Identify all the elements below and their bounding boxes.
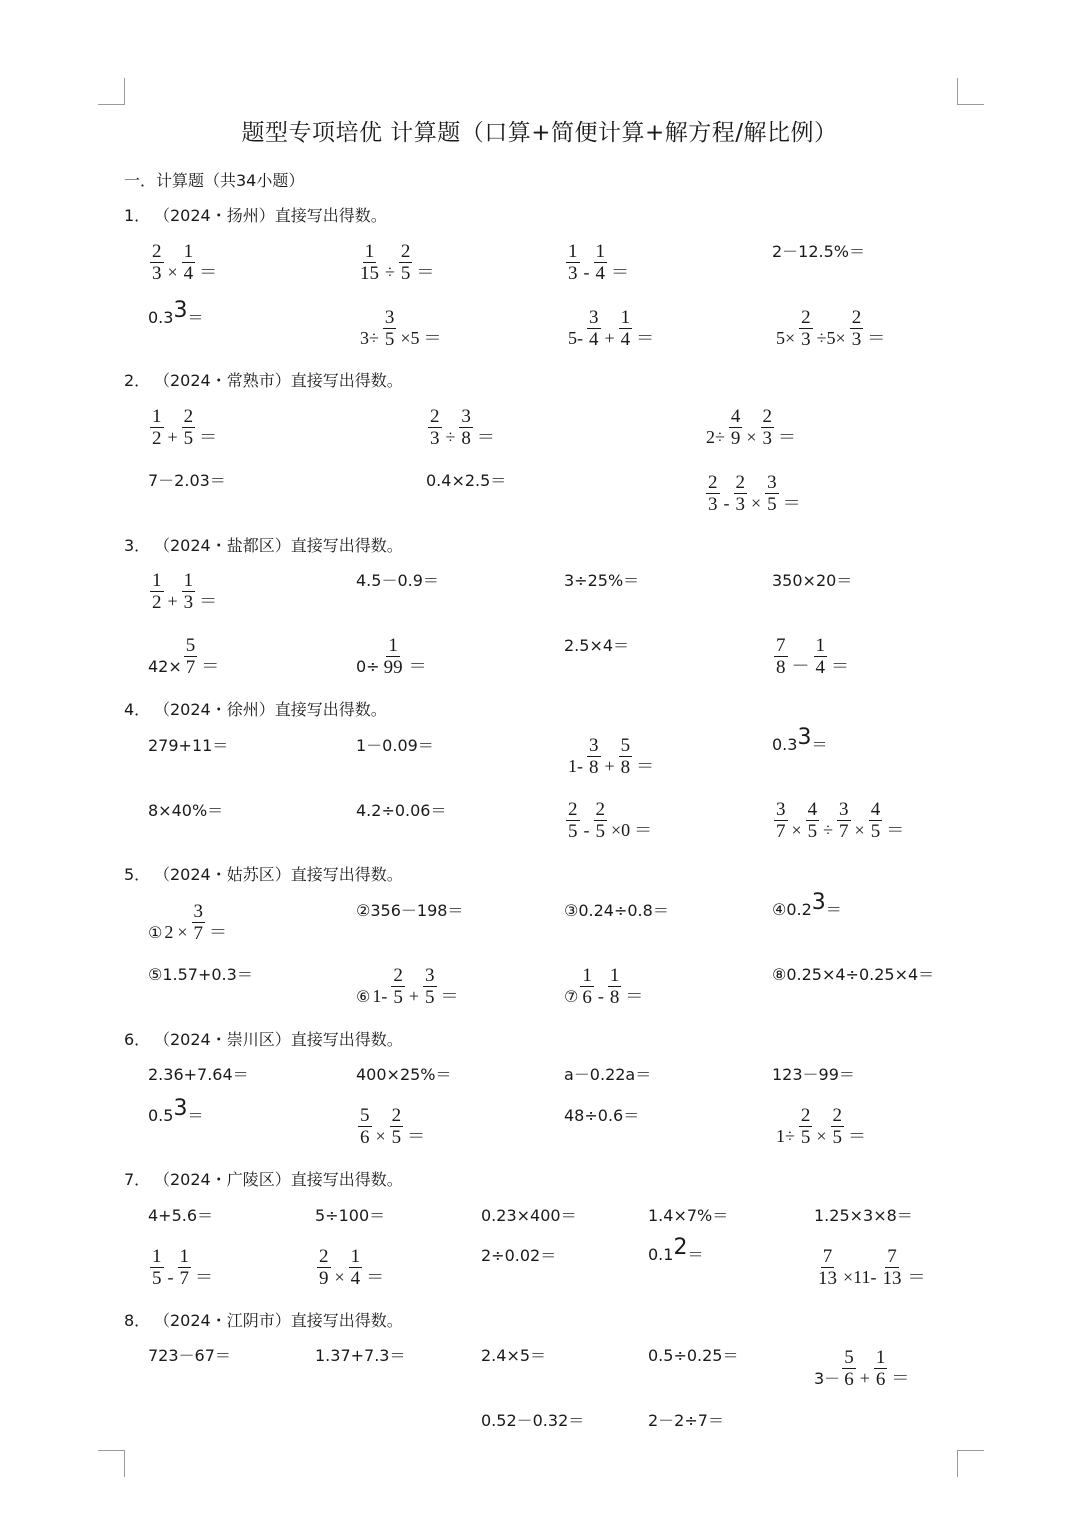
fraction: $\frac{1}{4}$ <box>620 307 631 350</box>
expression: 1.25×3×8＝ <box>814 1206 913 1225</box>
expression: 2－2÷7＝ <box>648 1411 724 1430</box>
expression: 1.4×7%＝ <box>648 1206 729 1225</box>
question-text: （2024・徐州）直接写出得数。 <box>154 700 387 719</box>
fraction: $\frac{3}{7}$ <box>839 799 849 842</box>
question-number: 1． <box>124 206 151 225</box>
expression: 4+5.6＝ <box>148 1206 214 1225</box>
fraction: $\frac{2}{5}$ <box>400 241 411 284</box>
expression: ③0.24÷0.8＝ <box>564 901 669 920</box>
expression: 0.3 3 ＝ <box>772 725 828 754</box>
expression: 5÷100＝ <box>315 1206 386 1225</box>
expression: $\frac{1}{2}$ + $\frac{1}{3}$ ＝ <box>152 570 218 613</box>
fraction: $\frac{3}{8}$ <box>461 406 471 449</box>
fraction: $\frac{2}{5}$ <box>800 1105 811 1148</box>
question-header <box>124 1167 403 1190</box>
question-text: （2024・常熟市）直接写出得数。 <box>154 371 403 390</box>
expression: $\frac{1}{5}$ - $\frac{1}{7}$ ＝ <box>152 1246 213 1289</box>
expression: $\frac{2}{9}$ × $\frac{1}{4}$ ＝ <box>319 1246 385 1289</box>
fraction: $\frac{1}{4}$ <box>183 241 194 284</box>
fraction: $\frac{7}{8}$ <box>776 635 786 678</box>
fraction: $\frac{1}{3}$ <box>568 241 578 284</box>
expression: 5× $\frac{2}{3}$ ÷5× $\frac{2}{3}$ ＝ <box>776 307 886 350</box>
expression: 0.5÷0.25＝ <box>648 1346 739 1365</box>
question-text: （2024・江阴市）直接写出得数。 <box>154 1311 403 1330</box>
fraction: $\frac{4}{5}$ <box>807 799 818 842</box>
question-header <box>124 1308 403 1331</box>
fraction: $\frac{3}{5}$ <box>425 965 435 1008</box>
expression: 723－67＝ <box>148 1346 231 1365</box>
expression: 4.2÷0.06＝ <box>356 801 447 820</box>
fraction: $\frac{1}{99}$ <box>383 635 403 678</box>
section-heading: 一．计算题（共34小题） <box>124 171 305 190</box>
fraction: $\frac{3}{7}$ <box>193 901 203 944</box>
expression: 0.1 2 ＝ <box>648 1235 704 1264</box>
expression: 42× $\frac{5}{7}$ ＝ <box>148 635 220 678</box>
fraction: $\frac{2}{9}$ <box>319 1246 329 1289</box>
expression: $\frac{7}{13}$ ×11- $\frac{7}{13}$ ＝ <box>818 1246 926 1289</box>
fraction: $\frac{2}{3}$ <box>762 406 773 449</box>
fraction: $\frac{2}{3}$ <box>708 472 718 515</box>
expression: 7－2.03＝ <box>148 471 226 490</box>
expression: 1- $\frac{3}{8}$ + $\frac{5}{8}$ ＝ <box>568 735 655 778</box>
fraction: $\frac{5}{7}$ <box>185 635 196 678</box>
fraction: $\frac{2}{3}$ <box>801 307 811 350</box>
fraction: $\frac{7}{13}$ <box>882 1246 902 1289</box>
fraction: $\frac{1}{4}$ <box>815 635 825 678</box>
fraction: $\frac{1}{15}$ <box>360 241 379 284</box>
expression: 0.3 3 ＝ <box>148 298 204 327</box>
question-number: 7． <box>124 1170 151 1189</box>
fraction: $\frac{1}{6}$ <box>875 1347 886 1390</box>
expression: 1－0.09＝ <box>356 736 434 755</box>
expression: $\frac{1}{3}$ - $\frac{1}{4}$ ＝ <box>568 241 629 284</box>
expression: ⑥ 1- $\frac{2}{5}$ + $\frac{3}{5}$ ＝ <box>356 965 459 1008</box>
question-header <box>124 368 403 391</box>
expression: 279+11＝ <box>148 736 229 755</box>
expression: 2.4×5＝ <box>481 1346 547 1365</box>
fraction: $\frac{2}{5}$ <box>393 965 403 1008</box>
expression: 2.36+7.64＝ <box>148 1065 249 1084</box>
fraction: $\frac{2}{3}$ <box>152 241 162 284</box>
fraction: $\frac{1}{6}$ <box>582 965 592 1008</box>
expression: ⑤1.57+0.3＝ <box>148 965 253 984</box>
expression: 0.52－0.32＝ <box>481 1411 585 1430</box>
expression: 2÷0.02＝ <box>481 1246 557 1265</box>
fraction: $\frac{2}{3}$ <box>735 472 745 515</box>
fraction: $\frac{2}{5}$ <box>183 406 194 449</box>
question-text: （2024・广陵区）直接写出得数。 <box>154 1170 403 1189</box>
question-header <box>124 533 403 556</box>
question-number: 6． <box>124 1030 151 1049</box>
fraction: $\frac{1}{4}$ <box>595 241 605 284</box>
fraction: $\frac{2}{5}$ <box>568 799 578 842</box>
expression: 400×25%＝ <box>356 1065 452 1084</box>
page-title: 题型专项培优 计算题（口算+简便计算+解方程/解比例） <box>241 120 838 146</box>
question-header <box>124 697 387 720</box>
expression: ④0.2 3 ＝ <box>772 890 842 919</box>
question-text: （2024・盐都区）直接写出得数。 <box>154 536 403 555</box>
expression: 0÷ $\frac{1}{99}$ ＝ <box>356 635 427 678</box>
question-number: 8． <box>124 1311 151 1330</box>
fraction: $\frac{3}{5}$ <box>767 472 777 515</box>
question-header <box>124 1027 403 1050</box>
question-number: 2． <box>124 371 151 390</box>
expression: ① 2 × $\frac{3}{7}$ ＝ <box>148 901 227 944</box>
fraction: $\frac{1}{2}$ <box>152 570 162 613</box>
fraction: $\frac{3}{5}$ <box>384 307 395 350</box>
expression: 48÷0.6＝ <box>564 1106 640 1125</box>
expression: $\frac{3}{7}$ × $\frac{4}{5}$ ÷ $\frac{3}{7}$ × $\frac{4}{5}$ ＝ <box>776 799 905 842</box>
expression: 4.5－0.9＝ <box>356 571 439 590</box>
fraction: $\frac{2}{3}$ <box>851 307 862 350</box>
expression: 8×40%＝ <box>148 801 224 820</box>
expression: $\frac{1}{15}$ ÷ $\frac{2}{5}$ ＝ <box>360 241 435 284</box>
fraction: $\frac{1}{5}$ <box>152 1246 162 1289</box>
expression: $\frac{2}{5}$ - $\frac{2}{5}$ ×0 ＝ <box>568 799 653 842</box>
fraction: $\frac{1}{8}$ <box>609 965 620 1008</box>
expression: 350×20＝ <box>772 571 853 590</box>
expression: 0.23×400＝ <box>481 1206 577 1225</box>
expression: 5- $\frac{3}{4}$ + $\frac{1}{4}$ ＝ <box>568 307 655 350</box>
question-number: 5． <box>124 865 151 884</box>
expression: $\frac{2}{3}$ ÷ $\frac{3}{8}$ ＝ <box>430 406 495 449</box>
fraction: $\frac{3}{8}$ <box>589 735 599 778</box>
question-text: （2024・姑苏区）直接写出得数。 <box>154 865 403 884</box>
fraction: $\frac{4}{9}$ <box>730 406 741 449</box>
question-header <box>124 203 387 226</box>
fraction: $\frac{2}{5}$ <box>595 799 605 842</box>
question-header <box>124 862 403 885</box>
fraction: $\frac{4}{5}$ <box>870 799 881 842</box>
fraction: $\frac{1}{2}$ <box>152 406 162 449</box>
crop-mark-bottom-right <box>957 1450 984 1477</box>
fraction: $\frac{5}{6}$ <box>844 1347 854 1390</box>
expression: 123－99＝ <box>772 1065 855 1084</box>
expression: 3÷ $\frac{3}{5}$ ×5 ＝ <box>360 307 442 350</box>
question-text: （2024・崇川区）直接写出得数。 <box>154 1030 403 1049</box>
expression: 3－ $\frac{5}{6}$ + $\frac{1}{6}$ ＝ <box>814 1347 910 1390</box>
question-number: 4． <box>124 700 151 719</box>
expression: 2－12.5%＝ <box>772 242 866 261</box>
fraction: $\frac{2}{3}$ <box>430 406 440 449</box>
expression: 3÷25%＝ <box>564 571 640 590</box>
fraction: $\frac{5}{8}$ <box>620 735 631 778</box>
expression: ⑧0.25×4÷0.25×4＝ <box>772 965 935 984</box>
expression: 0.4×2.5＝ <box>426 471 507 490</box>
crop-mark-top-left <box>98 78 125 105</box>
expression: $\frac{2}{3}$ - $\frac{2}{3}$ × $\frac{3}{5}$ ＝ <box>708 472 801 515</box>
fraction: $\frac{2}{5}$ <box>391 1105 402 1148</box>
expression: 1.37+7.3＝ <box>315 1346 406 1365</box>
fraction: $\frac{3}{4}$ <box>589 307 599 350</box>
fraction: $\frac{7}{13}$ <box>818 1246 837 1289</box>
expression: 2÷ $\frac{4}{9}$ × $\frac{2}{3}$ ＝ <box>706 406 797 449</box>
expression: ②356－198＝ <box>356 901 464 920</box>
question-text: （2024・扬州）直接写出得数。 <box>154 206 387 225</box>
expression: a－0.22a＝ <box>564 1065 652 1084</box>
expression: $\frac{1}{2}$ + $\frac{2}{5}$ ＝ <box>152 406 218 449</box>
crop-mark-bottom-left <box>98 1450 125 1477</box>
question-number: 3． <box>124 536 151 555</box>
crop-mark-top-right <box>957 78 984 105</box>
fraction: $\frac{1}{4}$ <box>350 1246 361 1289</box>
expression: 1÷ $\frac{2}{5}$ × $\frac{2}{5}$ ＝ <box>776 1105 867 1148</box>
expression: $\frac{7}{8}$ － $\frac{1}{4}$ ＝ <box>776 635 849 678</box>
fraction: $\frac{1}{3}$ <box>183 570 194 613</box>
expression: $\frac{2}{3}$ × $\frac{1}{4}$ ＝ <box>152 241 218 284</box>
expression: $\frac{5}{6}$ × $\frac{2}{5}$ ＝ <box>360 1105 426 1148</box>
fraction: $\frac{2}{5}$ <box>832 1105 843 1148</box>
fraction: $\frac{3}{7}$ <box>776 799 786 842</box>
fraction: $\frac{1}{7}$ <box>179 1246 189 1289</box>
expression: 2.5×4＝ <box>564 636 630 655</box>
fraction: $\frac{5}{6}$ <box>360 1105 370 1148</box>
expression: ⑦ $\frac{1}{6}$ - $\frac{1}{8}$ ＝ <box>564 965 644 1008</box>
expression: 0.5 3 ＝ <box>148 1096 204 1125</box>
